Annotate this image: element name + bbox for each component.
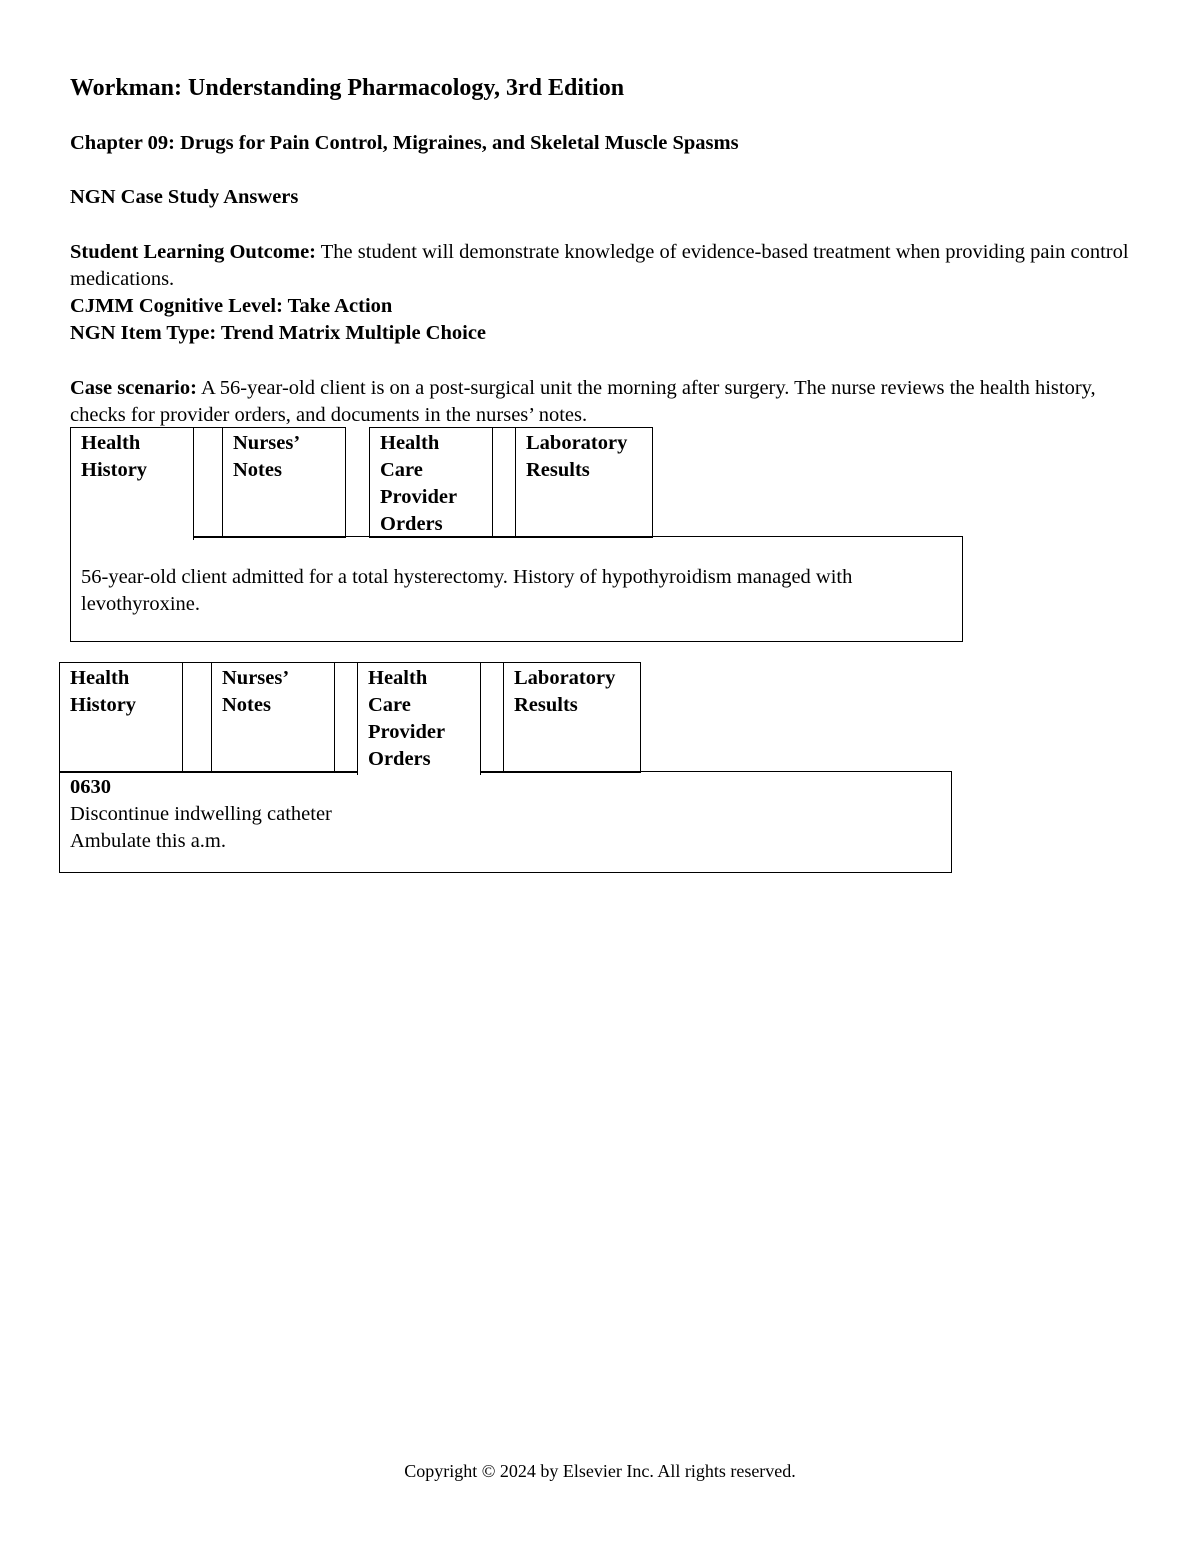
health-history-text: 56-year-old client admitted for a total hysterectomy. History of hypothyroidism managed with levothyroxine.	[81, 566, 853, 615]
health-history-panel	[70, 536, 963, 642]
tab-lab-results[interactable]	[503, 662, 641, 773]
tab-nurses-notes[interactable]	[211, 662, 335, 773]
tab-spacer	[492, 427, 516, 538]
provider-orders-panel	[59, 771, 952, 873]
tab-health-history[interactable]	[70, 427, 194, 540]
tab-label: Nurses’ Notes	[233, 432, 299, 481]
tab-label: Health Care Provider Orders	[368, 667, 445, 770]
order-time: 0630	[70, 776, 111, 798]
tab-label: Health Care Provider Orders	[380, 432, 457, 535]
cjmm-level	[70, 293, 392, 320]
tab-health-history[interactable]	[59, 662, 183, 773]
tab-label: Health History	[81, 432, 148, 481]
learning-outcome-label: Student Learning Outcome:	[70, 241, 316, 263]
tab-label: Laboratory Results	[514, 667, 616, 716]
order-item: Ambulate this a.m.	[70, 830, 227, 852]
tab-provider-orders[interactable]	[369, 427, 493, 538]
order-item: Discontinue indwelling catheter	[70, 803, 332, 825]
chapter-heading: Chapter 09: Drugs for Pain Control, Migraines, and Skeletal Muscle Spasms	[70, 132, 739, 154]
tab-spacer	[480, 662, 504, 773]
tab-spacer	[334, 662, 358, 773]
tab-lab-results[interactable]	[515, 427, 653, 538]
tab-nurses-notes[interactable]	[222, 427, 346, 538]
tab-provider-orders[interactable]	[357, 662, 481, 775]
copyright-footer: Copyright © 2024 by Elsevier Inc. All rights reserved.	[404, 1461, 796, 1481]
document-title: Workman: Understanding Pharmacology, 3rd Edition	[70, 75, 625, 101]
cjmm-value: : Take Action	[276, 295, 393, 317]
tab-spacer	[193, 427, 223, 538]
case-scenario-label: Case scenario:	[70, 377, 197, 399]
tab-spacer	[182, 662, 212, 773]
item-type: NGN Item Type: Trend Matrix Multiple Choice	[70, 322, 487, 344]
tab-label: Health History	[70, 667, 137, 716]
cjmm-label: CJMM Cognitive Level	[70, 295, 277, 317]
learning-outcome-text: The student will demonstrate knowledge of evidence-based treatment when providing pain control medications.	[70, 241, 1129, 290]
case-scenario-text: A 56-year-old client is on a post-surgical unit the morning after surgery. The nurse reviews the health history, checks for provider orders, and documents in the nurses’ notes.	[70, 377, 1096, 426]
learning-outcome	[70, 239, 1130, 293]
tab-label: Laboratory Results	[526, 432, 628, 481]
tab-label: Nurses’ Notes	[222, 667, 288, 716]
case-scenario	[70, 375, 1130, 429]
section-heading: NGN Case Study Answers	[70, 186, 299, 208]
